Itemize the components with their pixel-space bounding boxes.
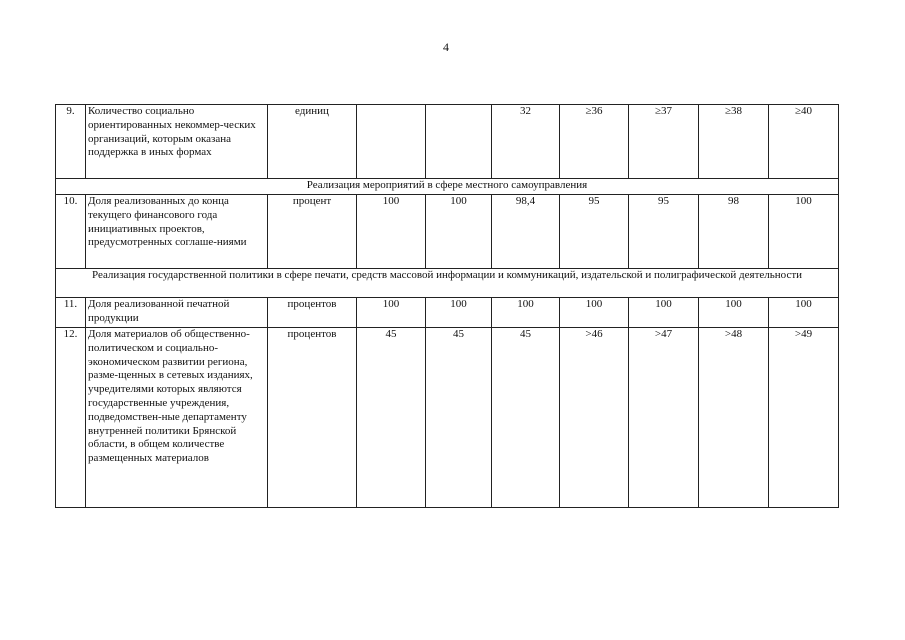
value-cell: 100 xyxy=(560,298,629,328)
section-row xyxy=(56,179,839,195)
value-cell: >47 xyxy=(629,328,699,508)
indicator-name: Доля реализованной печатной продукции xyxy=(86,298,268,328)
value-cell: 100 xyxy=(426,298,492,328)
row-number: 12. xyxy=(56,328,86,508)
value-cell: 100 xyxy=(492,298,560,328)
value-cell: 100 xyxy=(769,195,839,269)
value-cell: 100 xyxy=(357,298,426,328)
value-cell: 100 xyxy=(699,298,769,328)
value-cell: ≥36 xyxy=(560,105,629,179)
value-cell: ≥40 xyxy=(769,105,839,179)
value-cell: 100 xyxy=(357,195,426,269)
value-cell: ≥37 xyxy=(629,105,699,179)
row-number: 11. xyxy=(56,298,86,328)
value-cell: 98,4 xyxy=(492,195,560,269)
value-cell: ≥38 xyxy=(699,105,769,179)
section-row xyxy=(56,269,839,298)
unit-cell: единиц xyxy=(268,105,357,179)
row-number: 10. xyxy=(56,195,86,269)
indicator-name: Доля реализованных до конца текущего финансового года инициативных проектов, предусмотренных соглаше-ниями xyxy=(86,195,268,269)
unit-cell: процент xyxy=(268,195,357,269)
value-cell: 95 xyxy=(629,195,699,269)
value-cell: >46 xyxy=(560,328,629,508)
row-number: 9. xyxy=(56,105,86,179)
value-cell: 98 xyxy=(699,195,769,269)
indicators-table xyxy=(55,104,839,508)
value-cell: 100 xyxy=(769,298,839,328)
value-cell: 45 xyxy=(492,328,560,508)
section-heading: Реализация мероприятий в сфере местного самоуправления xyxy=(56,179,839,195)
unit-cell: процентов xyxy=(268,298,357,328)
value-cell: 32 xyxy=(492,105,560,179)
table-row xyxy=(56,328,839,508)
table-row xyxy=(56,195,839,269)
value-cell: 100 xyxy=(629,298,699,328)
value-cell: >49 xyxy=(769,328,839,508)
section-heading: Реализация государственной политики в сфере печати, средств массовой информации и коммуникаций, издательской и полиграфической деятельности xyxy=(56,269,839,298)
table-row xyxy=(56,105,839,179)
value-cell: 100 xyxy=(426,195,492,269)
value-cell: 95 xyxy=(560,195,629,269)
indicator-name: Доля материалов об общественно-политическом и социально-экономическом развитии региона, разме-щенных в сетевых изданиях, учредителями которых являются государственные учреждения, подведомствен-ные департаменту внутренней политики Брянской области, в общем количестве размещенных материалов xyxy=(86,328,268,508)
indicator-name: Количество социально ориентированных некоммер-ческих организаций, которым оказана поддержка в иных формах xyxy=(86,105,268,179)
value-cell: 45 xyxy=(426,328,492,508)
value-cell: 45 xyxy=(357,328,426,508)
value-cell xyxy=(357,105,426,179)
value-cell: >48 xyxy=(699,328,769,508)
table-row xyxy=(56,298,839,328)
page-number: 4 xyxy=(443,40,449,54)
unit-cell: процентов xyxy=(268,328,357,508)
value-cell xyxy=(426,105,492,179)
